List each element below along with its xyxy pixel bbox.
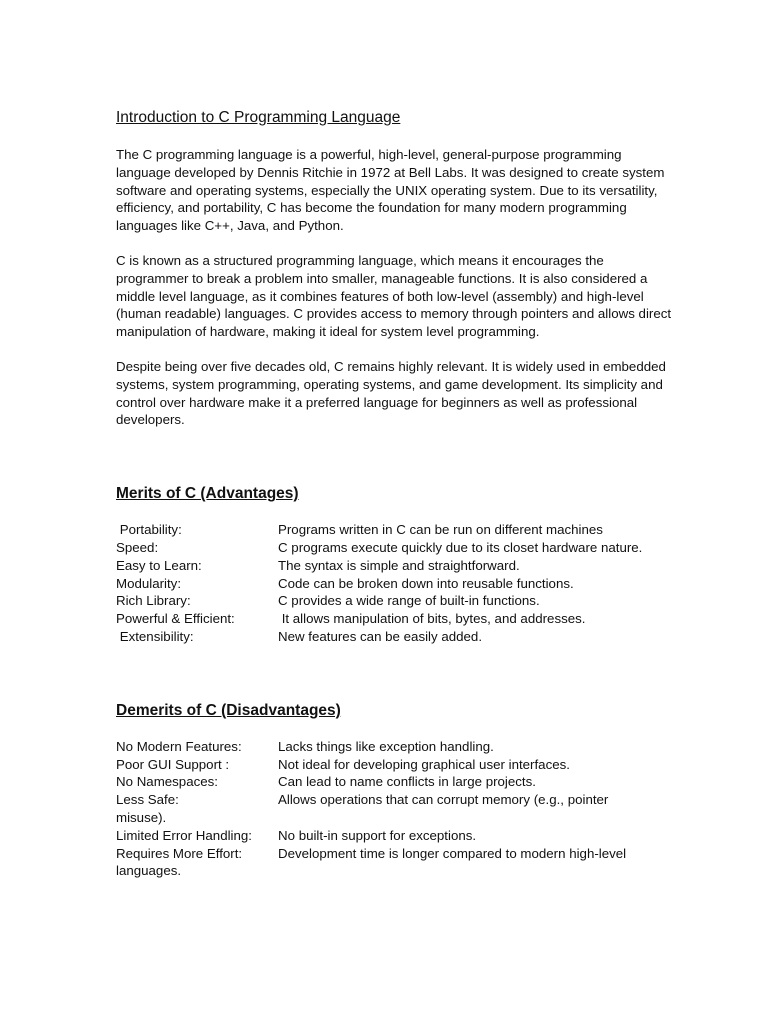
demerit-desc: No built-in support for exceptions. xyxy=(278,827,477,843)
demerit-term: Requires More Effort: xyxy=(116,845,243,861)
demerit-row xyxy=(116,791,676,827)
demerit-row xyxy=(116,827,676,845)
merit-row xyxy=(116,592,676,610)
merit-desc: The syntax is simple and straightforward. xyxy=(278,557,520,573)
merits-heading: Merits of C (Advantages) xyxy=(116,485,299,503)
merit-desc: C provides a wide range of built-in functions. xyxy=(278,593,540,609)
demerit-desc: Not ideal for developing graphical user interfaces. xyxy=(278,756,570,772)
demerit-desc: Allows operations that can corrupt memory (e.g., pointer xyxy=(278,792,609,808)
demerit-term: No Modern Features: xyxy=(116,738,242,754)
demerit-row xyxy=(116,738,676,756)
spacer xyxy=(116,646,676,701)
demerit-row xyxy=(116,756,676,774)
document-title: Introduction to C Programming Language xyxy=(116,109,401,126)
spacer xyxy=(116,504,676,521)
merit-term: Speed: xyxy=(116,539,159,555)
merit-term: Rich Library: xyxy=(116,593,191,609)
demerit-desc-continuation: misuse). xyxy=(116,809,167,825)
merit-term: Easy to Learn: xyxy=(116,557,202,573)
merit-row xyxy=(116,557,676,575)
intro-paragraph-3: Despite being over five decades old, C remains highly relevant. It is widely used in embedded systems, system programming, operating systems, and game development. Its simplicity and control over hardware make it a preferred language for beginners as well as professional developers. xyxy=(116,358,666,428)
demerit-term: Poor GUI Support : xyxy=(116,756,230,772)
demerit-desc: Lacks things like exception handling. xyxy=(278,738,494,754)
merit-term: Modularity: xyxy=(116,575,182,591)
merit-desc: New features can be easily added. xyxy=(278,628,483,644)
merit-term: Portability: xyxy=(116,522,182,538)
merit-row xyxy=(116,521,676,539)
intro-paragraph-1: The C programming language is a powerful, high-level, general-purpose programming language developed by Dennis Ritchie in 1972 at Bell Labs. It was designed to create system software and operating systems, especially the UNIX operating system. Due to its versatility, efficiency, and portability, C has become the foundation for many modern programming languages like C++, Java, and Python. xyxy=(116,147,665,234)
demerit-term: Limited Error Handling: xyxy=(116,827,252,843)
demerits-list xyxy=(116,738,676,880)
demerit-row xyxy=(116,845,676,881)
demerit-desc-continuation: languages. xyxy=(116,863,182,879)
intro-paragraph-2: C is known as a structured programming language, which means it encourages the programmer to break a problem into smaller, manageable functions. It is also considered a middle level language, as it combines features of both low-level (assembly) and high-level (human readable) languages. C provides access to memory through pointers and allows direct manipulation of hardware, making it ideal for system level programming. xyxy=(116,252,672,340)
merit-term: Powerful & Efficient: xyxy=(116,611,235,627)
demerit-desc: Development time is longer compared to modern high-level xyxy=(278,845,627,861)
spacer xyxy=(116,446,676,484)
merit-desc: Programs written in C can be run on different machines xyxy=(278,522,603,538)
merits-list xyxy=(116,521,676,646)
merit-row xyxy=(116,628,676,646)
merit-desc: C programs execute quickly due to its closet hardware nature. xyxy=(278,539,643,555)
merit-row xyxy=(116,610,676,628)
merit-row xyxy=(116,539,676,557)
demerit-desc: Can lead to name conflicts in large projects. xyxy=(278,774,536,790)
spacer xyxy=(116,721,676,738)
demerit-term: No Namespaces: xyxy=(116,774,218,790)
demerits-heading: Demerits of C (Disadvantages) xyxy=(116,701,341,719)
demerit-row xyxy=(116,773,676,791)
merit-desc: It allows manipulation of bits, bytes, and addresses. xyxy=(278,611,586,627)
merit-term: Extensibility: xyxy=(116,628,194,644)
merit-desc: Code can be broken down into reusable functions. xyxy=(278,575,574,591)
document-page xyxy=(116,108,676,880)
merit-row xyxy=(116,575,676,593)
demerit-term: Less Safe: xyxy=(116,792,179,808)
